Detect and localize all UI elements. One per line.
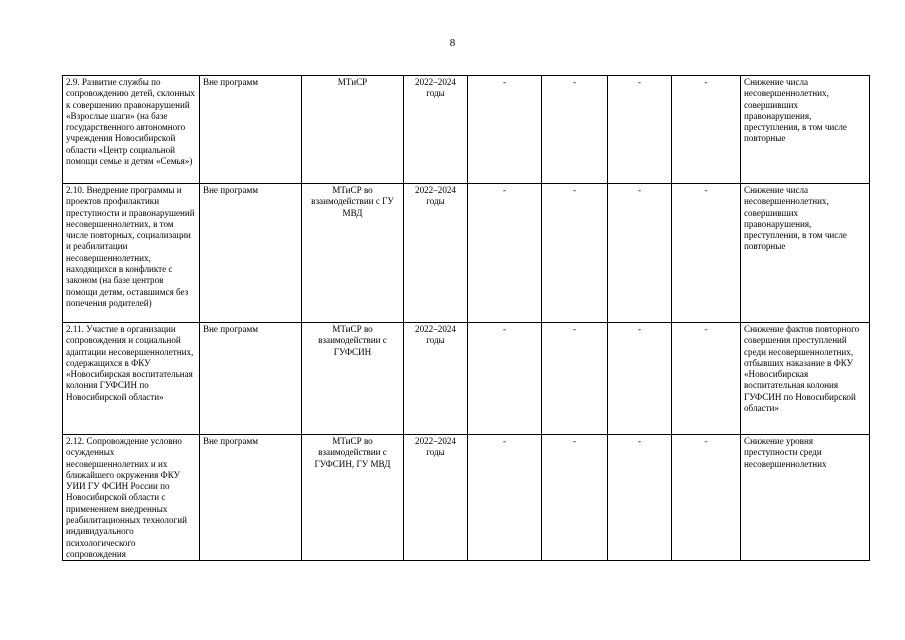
executor: МТиСР xyxy=(302,76,404,184)
measure-name: 2.12. Сопровождение условно осужденных несовершеннолетних и их ближайшего окружения ФКУ УИИ ГУ ФСИН России по Новосибирской области с применением внедренных реабилитационных технологий индивидуального психологического сопровождения xyxy=(63,435,200,561)
funding-source: Вне программ xyxy=(200,76,302,184)
funding-source: Вне программ xyxy=(200,435,302,561)
period: 2022–2024 годы xyxy=(404,435,468,561)
funding-cell: - xyxy=(672,76,741,184)
funding-source: Вне программ xyxy=(200,323,302,435)
table-row xyxy=(63,184,870,323)
measure-name: 2.9. Развитие службы по сопровождению детей, склонных к совершению правонарушений «Взрослые шаги» (на базе государственного автономного учреждения Новосибирской области «Центр социальной помощи семье и детям «Семья») xyxy=(63,76,200,184)
funding-cell: - xyxy=(468,76,542,184)
expected-result: Снижение числа несовершеннолетних, совершивших правонарушения, преступления, в том числе повторные xyxy=(741,76,870,184)
funding-cell: - xyxy=(542,323,608,435)
funding-cell: - xyxy=(672,184,741,323)
funding-cell: - xyxy=(608,323,672,435)
program-table xyxy=(62,75,870,561)
funding-cell: - xyxy=(542,435,608,561)
executor: МТиСР во взаимодействии с ГУ МВД xyxy=(302,184,404,323)
funding-cell: - xyxy=(542,184,608,323)
funding-cell: - xyxy=(608,76,672,184)
executor: МТиСР во взаимодействии с ГУФСИН xyxy=(302,323,404,435)
funding-cell: - xyxy=(672,323,741,435)
table-row xyxy=(63,435,870,561)
expected-result: Снижение фактов повторного совершения преступлений среди несовершеннолетних, отбывших наказание в ФКУ «Новосибирская воспитательная колония ГУФСИН по Новосибирской области» xyxy=(741,323,870,435)
funding-cell: - xyxy=(468,435,542,561)
period: 2022–2024 годы xyxy=(404,76,468,184)
measure-name: 2.11. Участие в организации сопровождения и социальной адаптации несовершеннолетних, содержащихся в ФКУ «Новосибирская воспитательная колония ГУФСИН по Новосибирской области» xyxy=(63,323,200,435)
funding-cell: - xyxy=(608,435,672,561)
page-number: 8 xyxy=(449,37,456,49)
executor: МТиСР во взаимодействии с ГУФСИН, ГУ МВД xyxy=(302,435,404,561)
funding-cell: - xyxy=(542,76,608,184)
funding-cell: - xyxy=(468,184,542,323)
funding-cell: - xyxy=(468,323,542,435)
table-row xyxy=(63,323,870,435)
period: 2022–2024 годы xyxy=(404,184,468,323)
funding-cell: - xyxy=(672,435,741,561)
funding-source: Вне программ xyxy=(200,184,302,323)
expected-result: Снижение уровня преступности среди несовершеннолетних xyxy=(741,435,870,561)
table-row xyxy=(63,76,870,184)
measure-name: 2.10. Внедрение программы и проектов профилактики преступности и правонарушений несовершеннолетних, в том числе повторных, социализации и реабилитации несовершеннолетних, находящихся в конфликте с законом (на базе центров помощи детям, оставшимся без попечения родителей) xyxy=(63,184,200,323)
period: 2022–2024 годы xyxy=(404,323,468,435)
funding-cell: - xyxy=(608,184,672,323)
expected-result: Снижение числа несовершеннолетних, совершивших правонарушения, преступления, в том числе повторные xyxy=(741,184,870,323)
